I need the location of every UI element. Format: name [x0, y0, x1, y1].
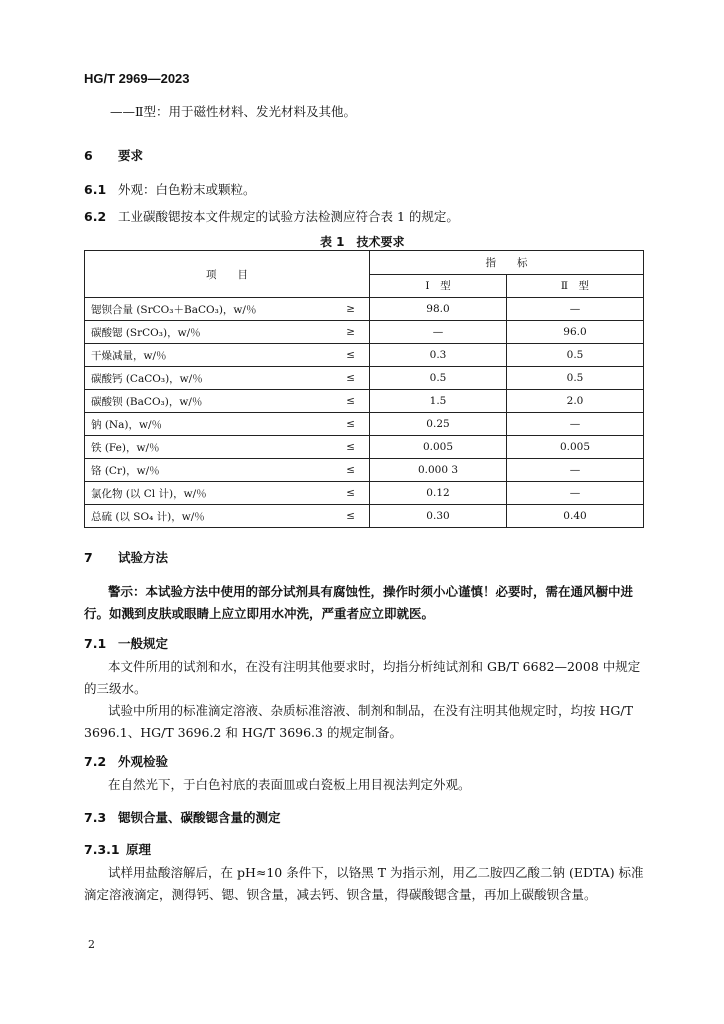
item-name-cell: 氯化物 (以 Cl 计)，w/％: [85, 482, 310, 505]
clause-number: 6.2: [84, 209, 107, 224]
table-row: [85, 344, 644, 367]
table-row: [85, 436, 644, 459]
type-1-value-cell: 0.25: [370, 413, 507, 436]
item-name-cell: 钠 (Na)，w/％: [85, 413, 310, 436]
type-ii-usage-line: ——Ⅱ型：用于磁性材料、发光材料及其他。: [110, 104, 356, 119]
type-1-value-cell: 98.0: [370, 298, 507, 321]
section-6-heading: [84, 146, 143, 164]
limit-symbol-cell: ≤: [309, 413, 370, 436]
table-row: [85, 367, 644, 390]
section-number: 7: [84, 550, 93, 565]
item-name-cell: 总硫 (以 SO₄ 计)，w/％: [85, 505, 310, 528]
section-7-2-heading: [84, 752, 168, 770]
limit-symbol-cell: ≤: [309, 505, 370, 528]
page-number: 2: [88, 938, 95, 951]
item-name-cell: 碳酸锶 (SrCO₃)，w/％: [85, 321, 310, 344]
section-title: 锶钡合量、碳酸锶含量的测定: [118, 810, 281, 825]
type-1-value-cell: 0.30: [370, 505, 507, 528]
table-row: [85, 505, 644, 528]
limit-symbol-cell: ≤: [309, 344, 370, 367]
section-7-heading: [84, 548, 168, 566]
clause-text: 外观：白色粉末或颗粒。: [118, 182, 256, 197]
technical-requirements-table: [84, 250, 644, 528]
table-row: [85, 482, 644, 505]
type-2-value-cell: 2.0: [507, 390, 644, 413]
section-7-3-1-paragraph: 试样用盐酸溶解后，在 pH≈10 条件下，以铬黑 T 为指示剂，用乙二胺四乙酸二钠 (EDTA) 标准滴定溶液滴定，测得钙、锶、钡含量，减去钙、钡含量，得碳酸锶含量，再加上碳酸钡含量。: [84, 865, 644, 902]
section-number: 7.2: [84, 754, 107, 769]
clause-number: 6.1: [84, 182, 107, 197]
limit-symbol-cell: ≤: [309, 436, 370, 459]
section-number: 7.1: [84, 636, 107, 651]
table-row: [85, 390, 644, 413]
item-name-cell: 碳酸钡 (BaCO₃)，w/％: [85, 390, 310, 413]
section-7-2-paragraph: 在自然光下，于白色衬底的表面皿或白瓷板上用目视法判定外观。: [108, 777, 471, 792]
type-1-value-cell: 0.5: [370, 367, 507, 390]
section-title: 要求: [118, 148, 144, 163]
type-2-value-cell: —: [507, 413, 644, 436]
table-header-row: [85, 251, 644, 275]
type-2-value-cell: 0.005: [507, 436, 644, 459]
table-row: [85, 321, 644, 344]
type-2-column-header: Ⅱ 型: [507, 274, 644, 298]
limit-symbol-cell: ≤: [309, 482, 370, 505]
section-number: 7.3.1: [84, 842, 120, 857]
section-title: 试验方法: [118, 550, 169, 565]
table-row: [85, 298, 644, 321]
type-2-value-cell: 0.5: [507, 367, 644, 390]
type-1-value-cell: 0.005: [370, 436, 507, 459]
table-row: [85, 459, 644, 482]
warning-paragraph: 警示：本试验方法中使用的部分试剂具有腐蚀性，操作时须小心谨慎！必要时，需在通风橱中进行。如溅到皮肤或眼睛上应立即用水冲洗，严重者应立即就医。: [84, 584, 634, 621]
type-2-value-cell: 96.0: [507, 321, 644, 344]
item-name-cell: 碳酸钙 (CaCO₃)，w/％: [85, 367, 310, 390]
clause-6-2: [84, 207, 459, 225]
item-name-cell: 铁 (Fe)，w/％: [85, 436, 310, 459]
item-name-cell: 干燥减量，w/％: [85, 344, 310, 367]
type-1-value-cell: 0.3: [370, 344, 507, 367]
standard-code-header: HG/T 2969—2023: [84, 71, 190, 86]
section-7-1-paragraph-2: 试验中所用的标准滴定溶液、杂质标准溶液、制剂和制品，在没有注明其他规定时，均按 HG/T 3696.1、HG/T 3696.2 和 HG/T 3696.3 的规定制备。: [84, 703, 633, 740]
index-column-header: 指 标: [370, 251, 644, 275]
table-row: [85, 413, 644, 436]
section-7-3-heading: [84, 808, 281, 826]
type-1-column-header: Ⅰ 型: [370, 274, 507, 298]
type-1-value-cell: 0.000 3: [370, 459, 507, 482]
limit-symbol-cell: ≥: [309, 321, 370, 344]
type-2-value-cell: —: [507, 482, 644, 505]
clause-text: 工业碳酸锶按本文件规定的试验方法检测应符合表 1 的规定。: [118, 209, 459, 224]
section-title: 一般规定: [118, 636, 169, 651]
type-2-value-cell: 0.5: [507, 344, 644, 367]
type-2-value-cell: 0.40: [507, 505, 644, 528]
type-1-value-cell: —: [370, 321, 507, 344]
section-title: 原理: [126, 842, 152, 857]
section-number: 7.3: [84, 810, 107, 825]
item-name-cell: 铬 (Cr)，w/％: [85, 459, 310, 482]
limit-symbol-cell: ≤: [309, 390, 370, 413]
section-7-3-1-heading: [84, 840, 151, 858]
limit-symbol-cell: ≤: [309, 459, 370, 482]
type-1-value-cell: 0.12: [370, 482, 507, 505]
item-name-cell: 锶钡合量 (SrCO₃＋BaCO₃)，w/％: [85, 298, 310, 321]
type-1-value-cell: 1.5: [370, 390, 507, 413]
section-7-1-heading: [84, 634, 168, 652]
limit-symbol-cell: ≥: [309, 298, 370, 321]
type-2-value-cell: —: [507, 459, 644, 482]
type-2-value-cell: —: [507, 298, 644, 321]
clause-6-1: [84, 180, 256, 198]
item-column-header: 项 目: [85, 251, 370, 298]
section-7-1-paragraph-1: 本文件所用的试剂和水，在没有注明其他要求时，均指分析纯试剂和 GB/T 6682—2008 中规定的三级水。: [84, 659, 641, 696]
table-caption: 表 1 技术要求: [320, 235, 405, 249]
section-number: 6: [84, 148, 93, 163]
section-title: 外观检验: [118, 754, 169, 769]
limit-symbol-cell: ≤: [309, 367, 370, 390]
